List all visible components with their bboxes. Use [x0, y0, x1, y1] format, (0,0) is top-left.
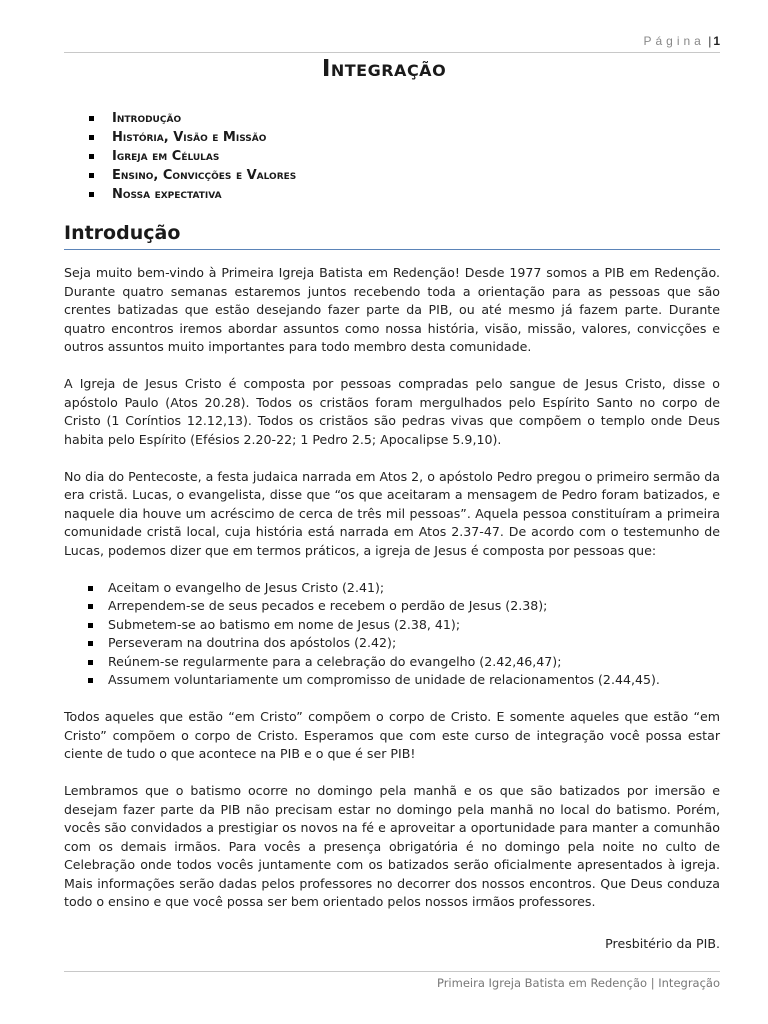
list-item: Perseveram na doutrina dos apóstolos (2.42); — [86, 634, 720, 653]
list-item: Aceitam o evangelho de Jesus Cristo (2.41); — [86, 579, 720, 598]
toc-item: Nossa expectativa — [86, 185, 296, 204]
document-title: Integração — [321, 56, 447, 82]
page-number: 1 — [713, 34, 720, 48]
page-label: Página — [643, 34, 705, 48]
header-divider — [64, 52, 720, 53]
toc-item: Igreja em Células — [86, 147, 296, 166]
section-heading: Introdução — [64, 222, 181, 244]
toc-item: Introdução — [86, 109, 296, 128]
table-of-contents — [86, 109, 296, 204]
section-divider — [64, 249, 720, 250]
page-footer: Primeira Igreja Batista em Redenção | Integração — [436, 976, 720, 990]
list-item: Reúnem-se regularmente para a celebração do evangelho (2.42,46,47); — [86, 653, 720, 672]
list-item: Arrependem-se de seus pecados e recebem o perdão de Jesus (2.38); — [86, 597, 720, 616]
page-separator: | — [708, 34, 712, 48]
list-item: Submetem-se ao batismo em nome de Jesus (2.38, 41); — [86, 616, 720, 635]
paragraph: Lembramos que o batismo ocorre no domingo pela manhã e os que são batizados por imersão e desejam fazer parte da PIB não precisam estar no domingo pela manhã no local do batismo. Porém, vocês são convidados a prestigiar os novos na fé e aproveitar a oportunidade para manter a comunhão com os demais irmãos. Para vocês a presença obrigatória é no domingo pela noite no culto de Celebração onde todos vocês juntamente com os batizados serão oficialmente apresentados à igreja. Mais informações serão dadas pelos professores no decorrer dos nossos encontros. Que Deus conduza todo o ensino e que você possa ser bem orientado pelos nossos irmãos professores. — [64, 783, 720, 909]
signature: Presbitério da PIB. — [605, 936, 720, 951]
document-body — [64, 264, 720, 930]
characteristics-list — [64, 579, 720, 690]
page-number-header — [643, 34, 720, 48]
list-item: Assumem voluntariamente um compromisso de unidade de relacionamentos (2.44,45). — [86, 671, 720, 690]
paragraph: Todos aqueles que estão “em Cristo” compõem o corpo de Cristo. E somente aqueles que estão “em Cristo” compõem o corpo de Cristo. Esperamos que com este curso de integração você possa estar ciente de tudo o que acontece na PIB e o que é ser PIB! — [64, 709, 720, 761]
paragraph: No dia do Pentecoste, a festa judaica narrada em Atos 2, o apóstolo Pedro pregou o primeiro sermão da era cristã. Lucas, o evangelista, disse que “os que aceitaram a mensagem de Pedro foram batizados, e naquele dia houve um acréscimo de cerca de três mil pessoas”. Aquela pessoa constituíram a primeira comunidade cristã local, cuja história está narrada em Atos 2.37-47. De acordo com o testemunho de Lucas, podemos dizer que em termos práticos, a igreja de Jesus é composta por pessoas que: — [64, 468, 720, 558]
toc-item: História, Visão e Missão — [86, 128, 296, 147]
footer-divider — [64, 971, 720, 972]
paragraph: Seja muito bem-vindo à Primeira Igreja Batista em Redenção! Desde 1977 somos a PIB em Redenção. Durante quatro semanas estaremos juntos recebendo toda a orientação para as pessoas que são crentes batizadas que estão desejando fazer parte da PIB, ou até mesmo já fazem parte. Durante quatro encontros iremos abordar assuntos como nossa história, visão, missão, valores, convicções e outros assuntos muito importantes para todo membro desta comunidade. — [64, 265, 720, 354]
paragraph: A Igreja de Jesus Cristo é composta por pessoas compradas pelo sangue de Jesus Cristo, disse o apóstolo Paulo (Atos 20.28). Todos os cristãos foram mergulhados pelo Espírito Santo no corpo de Cristo (1 Coríntios 12.12,13). Todos os cristãos são pedras vivas que compõem o templo onde Deus habita pelo Espírito (Efésios 2.20-22; 1 Pedro 2.5; Apocalipse 5.9,10). — [64, 376, 720, 447]
toc-item: Ensino, Convicções e Valores — [86, 166, 296, 185]
